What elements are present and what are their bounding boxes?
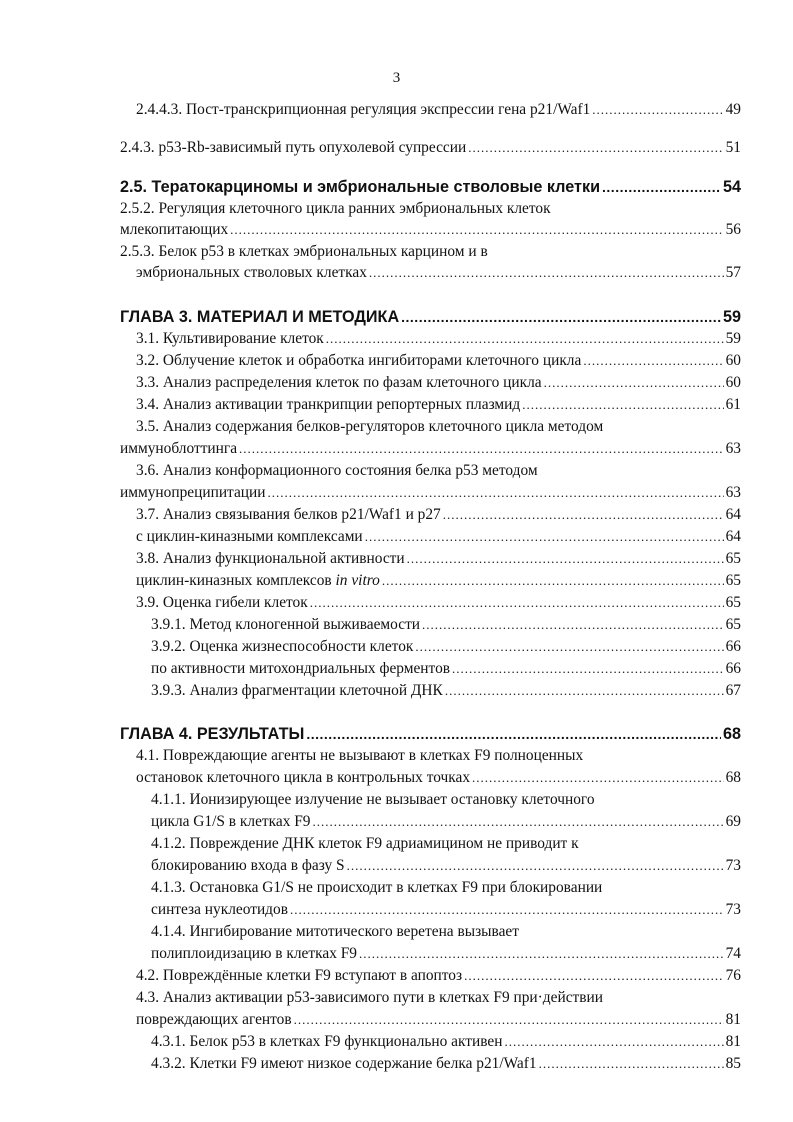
toc-entry-title: 3.7. Анализ связывания белков p21/Waf1 и p27 xyxy=(136,506,441,523)
leader-dots xyxy=(592,100,723,120)
toc-entry xyxy=(151,900,741,920)
leader-dots xyxy=(468,138,723,158)
leader-dots xyxy=(472,768,724,788)
toc-entry-page: 76 xyxy=(725,967,741,984)
toc-entry xyxy=(136,549,741,569)
toc-entry-title: 4.2. Повреждённые клетки F9 вступают в апоптоз xyxy=(136,967,463,984)
toc-entry-title: 3.9.2. Оценка жизнеспособности клеток xyxy=(151,638,414,655)
toc-entry xyxy=(151,659,741,679)
leader-dots xyxy=(359,944,724,964)
toc-entry-title: синтеза нуклеотидов xyxy=(151,901,288,918)
toc-chapter-heading xyxy=(120,307,741,327)
leader-dots xyxy=(505,1032,724,1052)
toc-entry-title: 2.5. Тератокарциномы и эмбриональные стволовые клетки xyxy=(120,178,601,196)
toc-entry-title: 4.1.4. Ингибирование митотического веретена вызывает xyxy=(151,923,519,940)
toc-entry xyxy=(151,790,741,810)
leader-dots xyxy=(306,724,721,744)
page-number: 3 xyxy=(392,70,401,86)
toc-entry-page: 63 xyxy=(725,484,741,501)
toc-entry-title: ГЛАВА 4. РЕЗУЛЬТАТЫ xyxy=(120,725,305,743)
leader-dots xyxy=(369,263,724,283)
toc-entry xyxy=(136,768,741,788)
toc-entry-page: 63 xyxy=(725,440,741,457)
leader-dots xyxy=(422,615,724,635)
toc-entry-title: 2.4.4.3. Пост-транскрипционная регуляция экспрессии гена p21/Waf1 xyxy=(136,101,591,118)
toc-entry xyxy=(136,593,741,613)
leader-dots xyxy=(464,966,724,986)
leader-dots xyxy=(522,395,723,415)
toc-entry xyxy=(136,373,741,393)
toc-entry-title: цикла G1/S в клетках F9 xyxy=(151,813,311,830)
toc-entry xyxy=(120,138,741,158)
toc-entry xyxy=(136,351,741,371)
toc-entry xyxy=(151,681,741,701)
toc-entry xyxy=(136,571,741,591)
toc-entry xyxy=(136,417,741,437)
toc-entry-page: 73 xyxy=(725,857,741,874)
toc-entry-page: 66 xyxy=(725,638,741,655)
toc-entry-title: 3.5. Анализ содержания белков-регуляторов клеточного цикла методом xyxy=(136,418,604,435)
leader-dots xyxy=(294,1010,724,1030)
leader-dots xyxy=(230,220,723,240)
toc-entry xyxy=(136,263,741,283)
toc-entry-page: 65 xyxy=(725,550,741,567)
toc-entry xyxy=(136,966,741,986)
toc-entry-page: 68 xyxy=(722,725,741,743)
toc-entry xyxy=(151,878,741,898)
toc-entry-page: 57 xyxy=(725,264,741,281)
toc-entry-page: 54 xyxy=(722,178,741,196)
toc-entry-title: 3.9.3. Анализ фрагментации клеточной ДНК xyxy=(151,682,443,699)
toc-entry-page: 69 xyxy=(725,813,741,830)
leader-dots xyxy=(310,593,724,613)
toc-entry xyxy=(151,834,741,854)
toc-entry-title: 3.3. Анализ распределения клеток по фазам клеточного цикла xyxy=(136,374,542,391)
toc-entry-title: 3.1. Культивирование клеток xyxy=(136,330,324,347)
toc-entry-page: 49 xyxy=(725,101,741,118)
toc-entry-page: 68 xyxy=(725,769,741,786)
toc-entry xyxy=(120,220,741,240)
toc-entry xyxy=(151,615,741,635)
toc-entry xyxy=(136,461,741,481)
toc-entry-page: 74 xyxy=(725,945,741,962)
toc-entry-title: 4.1.3. Остановка G1/S не происходит в клетках F9 при блокировании xyxy=(151,879,603,896)
toc-entry-page: 65 xyxy=(725,594,741,611)
toc-entry-title: 4.1. Повреждающие агенты не вызывают в клетках F9 полноценных xyxy=(136,747,584,764)
leader-dots xyxy=(268,483,724,503)
toc-entry-page: 64 xyxy=(725,528,741,545)
toc-chapter-heading xyxy=(120,724,741,744)
toc-entry xyxy=(120,483,741,503)
toc-entry-page: 65 xyxy=(725,572,741,589)
toc-entry xyxy=(136,1010,741,1030)
toc-entry-title: 4.3.1. Белок p53 в клетках F9 функционально активен xyxy=(151,1033,503,1050)
leader-dots xyxy=(544,373,724,393)
toc-entry-page: 81 xyxy=(725,1033,741,1050)
toc-entry-title: с циклин-киназными комплексами xyxy=(136,528,363,545)
toc-entry-page: 59 xyxy=(725,330,741,347)
leader-dots xyxy=(602,177,721,197)
toc-entry xyxy=(120,199,741,219)
toc-entry-page: 60 xyxy=(725,374,741,391)
leader-dots xyxy=(415,637,723,657)
toc-entry xyxy=(136,527,741,547)
toc-entry-title: иммунопреципитации xyxy=(120,484,266,501)
toc-entry-title: 4.3. Анализ активации p53-зависимого пути в клетках F9 при·действии xyxy=(136,989,603,1006)
toc-entry-title: блокированию входа в фазу S xyxy=(151,857,345,874)
toc-entry-title: остановок клеточного цикла в контрольных точках xyxy=(136,769,471,786)
toc-entry-title: 3.9. Оценка гибели клеток xyxy=(136,594,308,611)
toc-entry-page: 81 xyxy=(725,1011,741,1028)
toc-entry-title: повреждающих агентов xyxy=(136,1011,292,1028)
toc-entry-title: ГЛАВА 3. МАТЕРИАЛ И МЕТОДИКА xyxy=(120,308,400,326)
toc-entry-title: 4.3.2. Клетки F9 имеют низкое содержание белка p21/Waf1 xyxy=(151,1055,537,1072)
toc-entry xyxy=(136,395,741,415)
leader-dots xyxy=(365,527,724,547)
toc-entry-page: 61 xyxy=(725,396,741,413)
toc-entry-title-text: циклин-киназных комплексов xyxy=(136,572,336,589)
toc-entry-title: 4.1.1. Ионизирующее излучение не вызывает остановку клеточного xyxy=(151,791,595,808)
toc-entry-page: 73 xyxy=(725,901,741,918)
toc-entry-page: 60 xyxy=(725,352,741,369)
leader-dots xyxy=(445,681,724,701)
in-vitro-italic: in vitro xyxy=(335,572,380,589)
toc-entry xyxy=(151,637,741,657)
toc-entry-title: 3.2. Облучение клеток и обработка ингибиторами клеточного цикла xyxy=(136,352,582,369)
toc-entry-title: 3.6. Анализ конформационного состояния белка p53 методом xyxy=(136,462,538,479)
leader-dots xyxy=(539,1054,724,1074)
toc-entry-title: 2.5.2. Регуляция клеточного цикла ранних эмбриональных клеток xyxy=(120,200,551,217)
toc-entry xyxy=(151,944,741,964)
toc-entry-title: 3.8. Анализ функциональной активности xyxy=(136,550,405,567)
toc-entry-title: иммуноблоттинга xyxy=(120,440,238,457)
toc-entry-title: млекопитающих xyxy=(120,221,229,238)
toc-entry xyxy=(151,812,741,832)
toc-entry xyxy=(136,988,741,1008)
toc-entry xyxy=(136,505,741,525)
toc-entry-title: эмбриональных стволовых клетках xyxy=(136,264,367,281)
toc-entry-page: 51 xyxy=(725,139,741,156)
toc-entry xyxy=(136,746,741,766)
leader-dots xyxy=(452,659,724,679)
toc-section-heading xyxy=(120,177,741,197)
toc-entry xyxy=(136,329,741,349)
leader-dots xyxy=(326,329,724,349)
toc-entry xyxy=(151,1054,741,1074)
toc-entry-title: по активности митохондриальных ферментов xyxy=(151,660,451,677)
leader-dots xyxy=(407,549,724,569)
toc-entry-page: 59 xyxy=(722,308,741,326)
toc-entry-title: полиплоидизацию в клетках F9 xyxy=(151,945,357,962)
toc-entry-page: 66 xyxy=(725,660,741,677)
toc-entry-page: 67 xyxy=(725,682,741,699)
toc-entry xyxy=(120,439,741,459)
leader-dots xyxy=(443,505,724,525)
toc-entry xyxy=(136,100,741,120)
leader-dots xyxy=(290,900,724,920)
toc-entry-title: 2.5.3. Белок p53 в клетках эмбриональных карцином и в xyxy=(120,243,488,260)
toc-entry-title xyxy=(136,571,380,591)
toc-entry xyxy=(151,922,741,942)
leader-dots xyxy=(239,439,724,459)
toc-entry-page: 65 xyxy=(725,616,741,633)
leader-dots xyxy=(382,571,724,591)
leader-dots xyxy=(347,856,724,876)
toc-entry-title: 4.1.2. Повреждение ДНК клеток F9 адриамицином не приводит к xyxy=(151,835,579,852)
toc-entry-page: 85 xyxy=(725,1055,741,1072)
toc-entry xyxy=(151,1032,741,1052)
toc-entry-title: 3.4. Анализ активации транкрипции репортерных плазмид xyxy=(136,396,521,413)
toc-entry-page: 64 xyxy=(725,506,741,523)
leader-dots xyxy=(583,351,723,371)
leader-dots xyxy=(401,307,721,327)
leader-dots xyxy=(313,812,724,832)
toc-entry-page: 56 xyxy=(725,221,741,238)
toc-entry xyxy=(120,242,741,262)
toc-entry-title: 3.9.1. Метод клоногенной выживаемости xyxy=(151,616,421,633)
toc-entry xyxy=(151,856,741,876)
toc-entry-title: 2.4.3. p53-Rb-зависимый путь опухолевой супрессии xyxy=(120,139,467,156)
